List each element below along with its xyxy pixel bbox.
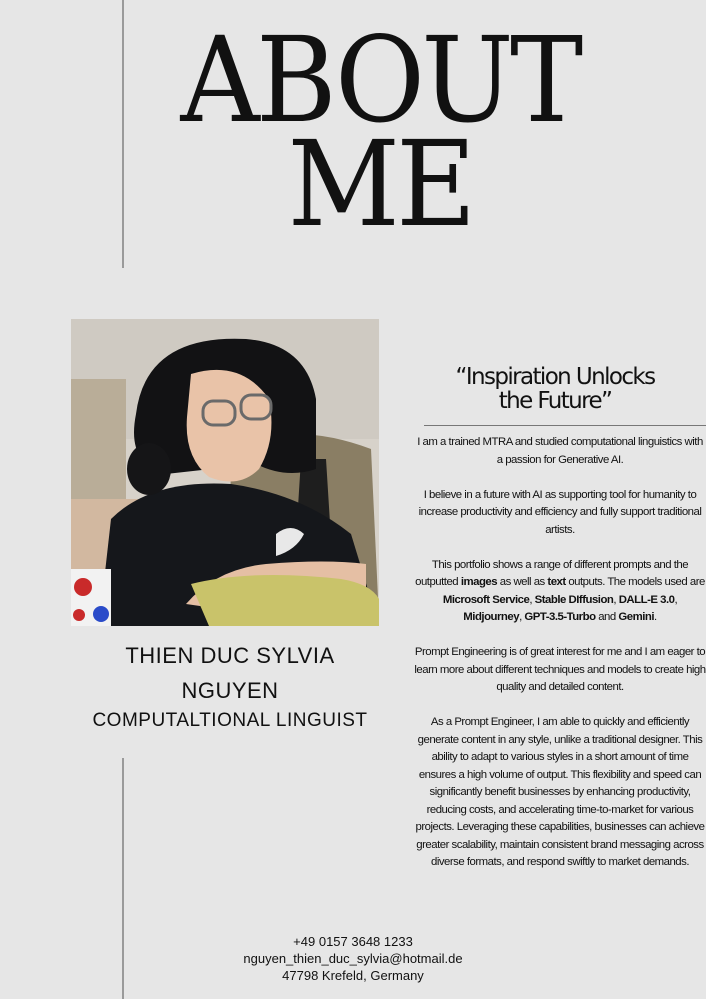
model-gemini: Gemini (618, 611, 655, 623)
profile-photo (71, 319, 379, 626)
model-separator: , (674, 593, 678, 606)
title-line-1: ABOUT (180, 11, 580, 149)
contact-phone: +49 0157 3648 1233 (293, 934, 413, 949)
profile-name-line-2: NGUYEN (181, 678, 279, 703)
portfolio-text-2: as well as (497, 576, 548, 588)
profile-name-line-1: THIEN DUC SYLVIA (125, 643, 335, 668)
paragraph-portfolio (414, 557, 706, 627)
page-title (166, 11, 594, 253)
contact-email: nguyen_thien_duc_sylvia@hotmail.de (243, 951, 463, 966)
model-separator: , (529, 593, 535, 606)
model-dalle: DALL-E 3.0 (618, 593, 675, 606)
paragraph-prompt-engineering: Prompt Engineering is of great interest for me and I am eager to learn more about different techniques and models to create high quality and detailed content. (414, 646, 706, 693)
profile-role: COMPUTALTIONAL LINGUIST (92, 710, 368, 731)
quote (420, 365, 690, 413)
profile-name (71, 638, 389, 708)
portfolio-images: images (460, 576, 498, 588)
contact-address: 47798 Krefeld, Germany (282, 968, 424, 983)
model-separator: and (595, 611, 619, 623)
paragraph-benefits: As a Prompt Engineer, I am able to quickly and efficiently generate content in any style, unlike a traditional designer. This ability to adapt to various styles in a short amount of time ensures a high volume of output. This flexibility and speed can significantly benefit businesses by enhancing productivity, reducing costs, and accelerating time-to-market for various projects. Leveraging these capabilities, businesses can achieve greater scalability, maintain consistent brand messaging across diverse formats, and respond swiftly to market demands. (415, 716, 705, 868)
about-text (414, 434, 706, 889)
quote-divider (424, 425, 706, 426)
model-separator: , (519, 611, 525, 623)
model-gpt: GPT-3.5-Turbo (524, 611, 596, 623)
model-microsoft: Microsoft Service (442, 593, 530, 606)
decorative-line-bottom (122, 758, 124, 999)
portfolio-text-3: outputs. The models used are (565, 576, 705, 588)
contact-info (228, 933, 478, 984)
portfolio-text-outputs: text (547, 576, 566, 588)
title-line-2: ME (287, 115, 473, 253)
paragraph-belief: I believe in a future with AI as supporting tool for humanity to increase productivity and efficiency and fully support traditional artists. (418, 488, 702, 536)
paragraph-intro: I am a trained MTRA and studied computational linguistics with a passion for Generative AI. (417, 436, 703, 466)
model-separator: , (613, 593, 619, 606)
model-midjourney: Midjourney (463, 611, 520, 623)
decorative-line-top (122, 0, 124, 268)
portfolio-text-1: This portfolio shows a range of different prompts and the outputted (415, 558, 689, 588)
portfolio-end: . (654, 611, 657, 623)
quote-line-2: the Future” (498, 388, 612, 414)
model-stable-diffusion: Stable DIffusion (534, 593, 614, 606)
quote-line-1: “Inspiration Unlocks (455, 364, 655, 390)
